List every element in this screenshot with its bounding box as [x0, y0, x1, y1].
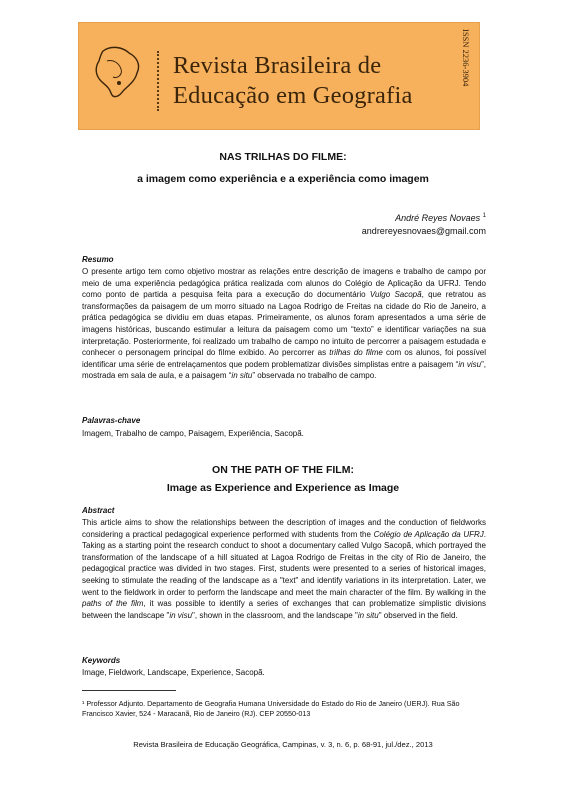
- keywords-heading: Keywords: [82, 656, 121, 665]
- keywords-text: Image, Fieldwork, Landscape, Experience, Sacopã.: [82, 668, 265, 677]
- author-email[interactable]: andrereyesnovaes@gmail.com: [361, 226, 486, 236]
- resumo-heading: Resumo: [82, 255, 114, 264]
- article-subtitle-pt: a imagem como experiência e a experiência como imagem: [137, 173, 429, 185]
- page-footer: Revista Brasileira de Educação Geográfica, Campinas, v. 3, n. 6, p. 68-91, jul./dez., 2013: [133, 740, 433, 749]
- footnote: ¹ Professor Adjunto. Departamento de Geografia Humana Universidade do Estado do Rio de Janeiro (UERJ). Rua São Francisco Xavier, 524 - Maracanã, Rio de Janeiro (RJ). CEP 20550-013: [82, 699, 460, 718]
- palavras-text: Imagem, Trabalho de campo, Paisagem, Experiência, Sacopã.: [82, 429, 304, 438]
- abstract-text: This article aims to show the relationships between the description of images and the conduction of fieldworks considering a practical pedagogical experience performed with students from the Colégio de Aplicação da UFRJ. Taking as a starting point the research conduct to shoot a documentary called Vulgo Sacopã, which portrayed the transformation of the landscape of a hill situated at Lagoa Rodrigo de Freitas in the city of Rio de Janeiro, the pedagogical practice was divided in two stages. First, students were presented to a series of historical images, seeking to stimulate the reading of the landscape as a "text" and identify variations in its interpretation. Later, we went to the fieldwork in order to perform the landscape and meet the main character of the film. By walking in the paths of the film, it was possible to identify a series of exchanges that can problematize simplistic divisions between the landscape "in visu", shown in the classroom, and the landscape "in situ" observed in the field.: [82, 518, 487, 620]
- journal-title-line2: Educação em Geografia: [173, 82, 413, 109]
- journal-title-line1: Revista Brasileira de: [173, 52, 382, 79]
- article-title-pt: NAS TRILHAS DO FILME:: [219, 151, 347, 163]
- brazil-map-icon: [89, 41, 145, 103]
- decorative-dots: [157, 51, 163, 111]
- article-title-en: ON THE PATH OF THE FILM:: [212, 464, 354, 476]
- issn: ISSN 2236-3904: [461, 29, 471, 87]
- author-block: [362, 210, 486, 238]
- resumo-text: O presente artigo tem como objetivo mostrar as relações entre descrição de imagens e trabalho de campo por meio de uma experiência pedagógica prática realizada com alunos do Colégio de Aplicação da UFRJ. Tendo como ponto de partida a pesquisa feita para a execução do documentário Vulgo Sacopã, que retratou as transformações da paisagem de um morro situado na Lagoa Rodrigo de Freitas na cidade do Rio de Janeiro, a prática pedagógica se dividiu em duas etapas. Primeiramente, os alunos foram apresentados a uma série de imagens históricas, buscando estimular a leitura da paisagem como um “texto” e identificar variações na sua interpretação. Posteriormente, foi realizado um trabalho de campo no intuito de percorrer a paisagem estudada e conhecer o personagem principal do filme exibido. Ao percorrer as trilhas do filme com os alunos, foi possível identificar uma série de entrelaçamentos que podem problematizar divisões simplistas entre a paisagem “in visu”, mostrada em sala de aula, e a paisagem “in situ” observada no trabalho de campo.: [82, 267, 487, 381]
- abstract-heading: Abstract: [82, 506, 115, 515]
- author-name: André Reyes Novaes: [395, 213, 481, 223]
- journal-banner: [78, 22, 480, 130]
- journal-title: [173, 51, 463, 111]
- footnote-divider: [82, 690, 176, 691]
- article-subtitle-en: Image as Experience and Experience as Image: [166, 482, 400, 494]
- footnote-mark: 1: [482, 213, 486, 219]
- palavras-heading: Palavras-chave: [82, 416, 141, 425]
